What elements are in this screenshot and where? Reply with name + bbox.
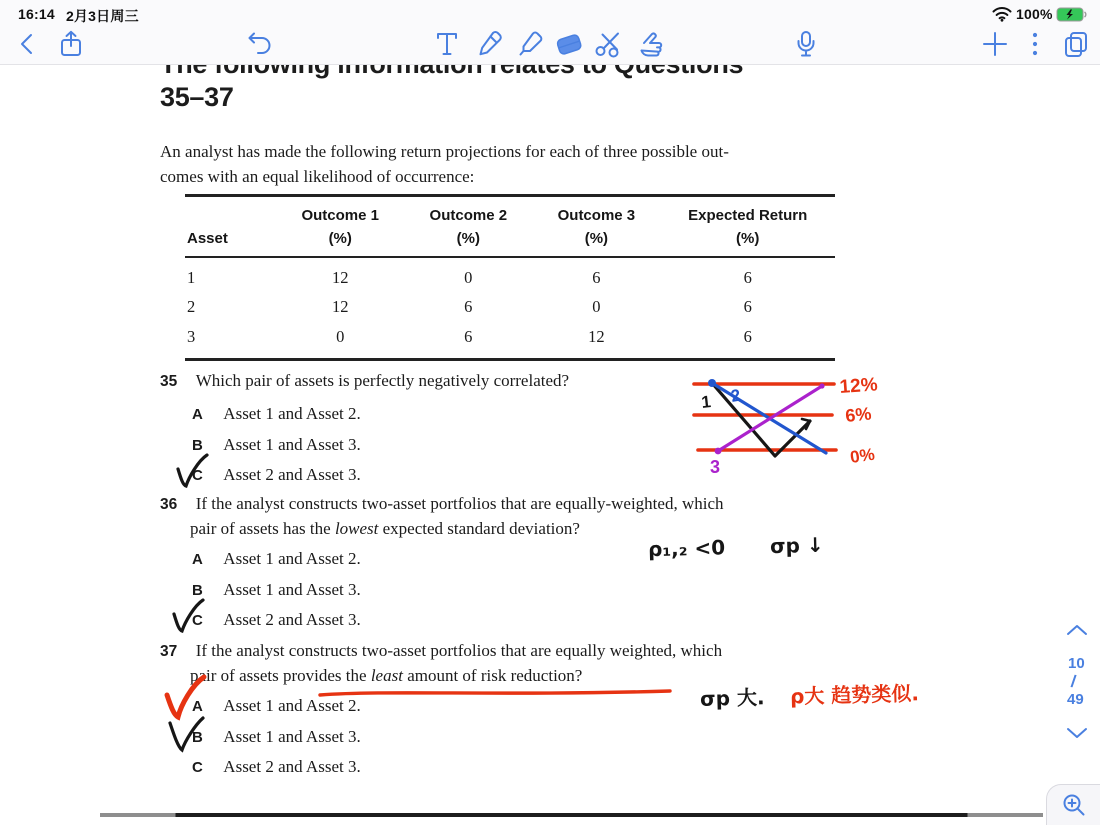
handwritten-returns-diagram [686, 366, 896, 487]
q37-note-sigma: σp 大. [699, 685, 765, 711]
cell-asset: 3 [187, 326, 196, 346]
microphone-button[interactable] [789, 27, 823, 61]
question-35 [160, 371, 569, 391]
page-nav-down-button[interactable] [1065, 726, 1089, 745]
intro-paragraph [160, 139, 729, 189]
question-text-line1: If the analyst constructs two-asset portfolios that are equally-weighted, which [195, 494, 724, 513]
option-letter: C [192, 759, 203, 776]
question-number: 35 [160, 373, 178, 390]
q37-option-b [192, 727, 361, 747]
q36-line2-italic: lowest [334, 519, 379, 538]
diagram-series-label-3: 3 [710, 457, 721, 477]
intro-line1: An analyst has made the following return projections for each of three possible out- [160, 142, 729, 161]
table-header-row [185, 197, 835, 258]
q36-option-c [192, 610, 361, 630]
cell-asset: 2 [187, 297, 196, 317]
question-37 [160, 641, 722, 661]
handwritten-check-q35-c [174, 453, 210, 491]
q37-line2-post: amount of risk reduction? [402, 666, 583, 685]
cell-outcome2: 0 [464, 267, 473, 287]
zoom-tool-button[interactable] [1046, 784, 1100, 825]
cell-outcome1: 0 [336, 326, 345, 346]
col-header-outcome3: Outcome 3 [557, 207, 636, 224]
option-letter: A [192, 551, 203, 568]
option-text: Asset 1 and Asset 3. [223, 580, 361, 599]
q37-line2-pre: pair of assets provides the [190, 666, 371, 685]
table-row [185, 263, 835, 293]
option-letter: B [192, 437, 203, 454]
magnifier-plus-icon [1061, 792, 1087, 818]
option-text: Asset 2 and Asset 3. [223, 757, 361, 776]
cell-expected-return: 6 [743, 297, 752, 317]
col-unit-outcome3: (%) [584, 230, 609, 247]
question-number: 37 [160, 643, 178, 660]
col-header-asset: Asset [187, 230, 228, 247]
question-37-line2 [190, 666, 582, 686]
more-options-button[interactable] [1018, 27, 1052, 61]
question-number: 36 [160, 496, 178, 513]
q35-option-c [192, 465, 361, 485]
section-heading-line2: 35–37 [160, 82, 234, 112]
option-letter: A [192, 406, 203, 423]
col-unit-outcome1: (%) [328, 230, 352, 247]
q36-line2-pre: pair of assets has the [190, 519, 335, 538]
q35-option-b [192, 435, 361, 455]
table-row [185, 293, 835, 323]
back-button[interactable] [10, 27, 44, 61]
diagram-ylabel-6: 6% [844, 403, 873, 426]
q35-option-a [192, 404, 361, 424]
cell-outcome3: 12 [588, 326, 605, 346]
cell-outcome1: 12 [331, 267, 349, 287]
text-tool-button[interactable] [430, 27, 464, 61]
q37-note-rho-trend: ρ大 趋势类似. [789, 681, 920, 709]
pen-tool-button[interactable] [472, 27, 506, 61]
pointer-tool-button[interactable] [633, 27, 667, 61]
intro-line2: comes with an equal likelihood of occurrence: [160, 167, 475, 186]
handwritten-note-q36 [648, 533, 824, 562]
cell-outcome3: 0 [592, 297, 601, 317]
scissors-tool-button[interactable] [592, 27, 626, 61]
status-date: 2月3日周三 [66, 8, 139, 24]
wifi-icon [992, 7, 1012, 27]
cell-outcome2: 6 [464, 326, 473, 346]
eraser-tool-button[interactable] [552, 27, 586, 61]
col-header-outcome2: Outcome 2 [429, 207, 508, 224]
top-chrome [0, 0, 1100, 65]
add-page-button[interactable] [978, 27, 1012, 61]
option-letter: C [192, 467, 203, 484]
handwritten-check-q37-b [166, 715, 206, 757]
diagram-ylabel-12: 12% [838, 374, 879, 398]
returns-table [185, 194, 835, 361]
page-nav-slash: / [1069, 671, 1078, 692]
highlighter-tool-button[interactable] [513, 27, 547, 61]
col-unit-expected-return: (%) [736, 230, 760, 247]
cell-asset: 1 [187, 267, 196, 287]
option-letter: B [192, 582, 203, 599]
page-nav-current[interactable]: 10 [1068, 655, 1085, 672]
option-text: Asset 1 and Asset 3. [223, 727, 361, 746]
battery-icon [1056, 7, 1088, 27]
page-thumbnails-button[interactable] [1059, 27, 1093, 61]
diagram-ylabel-0: 0% [848, 444, 876, 467]
question-text-line1: If the analyst constructs two-asset portfolios that are equally weighted, which [195, 641, 723, 660]
handwritten-check-q36-c [170, 598, 206, 636]
option-text: Asset 1 and Asset 3. [223, 435, 361, 454]
q36-note-rho: ρ₁,₂ <0 [647, 535, 726, 562]
cell-outcome1: 12 [331, 297, 349, 317]
q36-option-b [192, 580, 361, 600]
option-text: Asset 2 and Asset 3. [223, 465, 361, 484]
question-text: Which pair of assets is perfectly negatively correlated? [195, 371, 570, 390]
option-letter: B [192, 729, 203, 746]
page-nav-up-button[interactable] [1065, 623, 1089, 642]
q36-option-a [192, 549, 361, 569]
table-row [185, 322, 835, 352]
diagram-series-label-1: 1 [700, 392, 712, 412]
q37-option-a [192, 696, 361, 716]
q36-line2-post: expected standard deviation? [378, 519, 580, 538]
diagram-series-label-2: 2 [729, 385, 743, 406]
undo-button[interactable] [243, 27, 277, 61]
option-text: Asset 2 and Asset 3. [223, 610, 361, 629]
q37-line2-italic: least [370, 666, 403, 685]
cell-outcome3: 6 [592, 267, 601, 287]
option-letter: A [192, 698, 203, 715]
question-36-line2 [190, 519, 580, 539]
cell-expected-return: 6 [743, 267, 752, 287]
cell-outcome2: 6 [464, 297, 473, 317]
q37-option-c [192, 757, 361, 777]
question-36 [160, 494, 724, 514]
share-button[interactable] [54, 27, 88, 61]
cell-expected-return: 6 [743, 326, 752, 346]
option-letter: C [192, 612, 203, 629]
option-text: Asset 1 and Asset 2. [223, 549, 361, 568]
status-battery-percent: 100% [1016, 6, 1053, 22]
col-header-expected-return: Expected Return [688, 207, 808, 224]
page-nav-total[interactable]: 49 [1067, 691, 1084, 708]
handwritten-note-q37 [700, 677, 920, 712]
option-text: Asset 1 and Asset 2. [223, 696, 361, 715]
status-time: 16:14 [18, 6, 55, 22]
handwritten-red-underline [318, 686, 673, 704]
q36-note-sigma: σp ↓ [769, 532, 824, 559]
col-unit-outcome2: (%) [456, 230, 480, 247]
next-table-top-rule [100, 813, 1043, 817]
option-text: Asset 1 and Asset 2. [223, 404, 361, 423]
col-header-outcome1: Outcome 1 [301, 207, 379, 224]
pdf-page [0, 65, 1100, 825]
